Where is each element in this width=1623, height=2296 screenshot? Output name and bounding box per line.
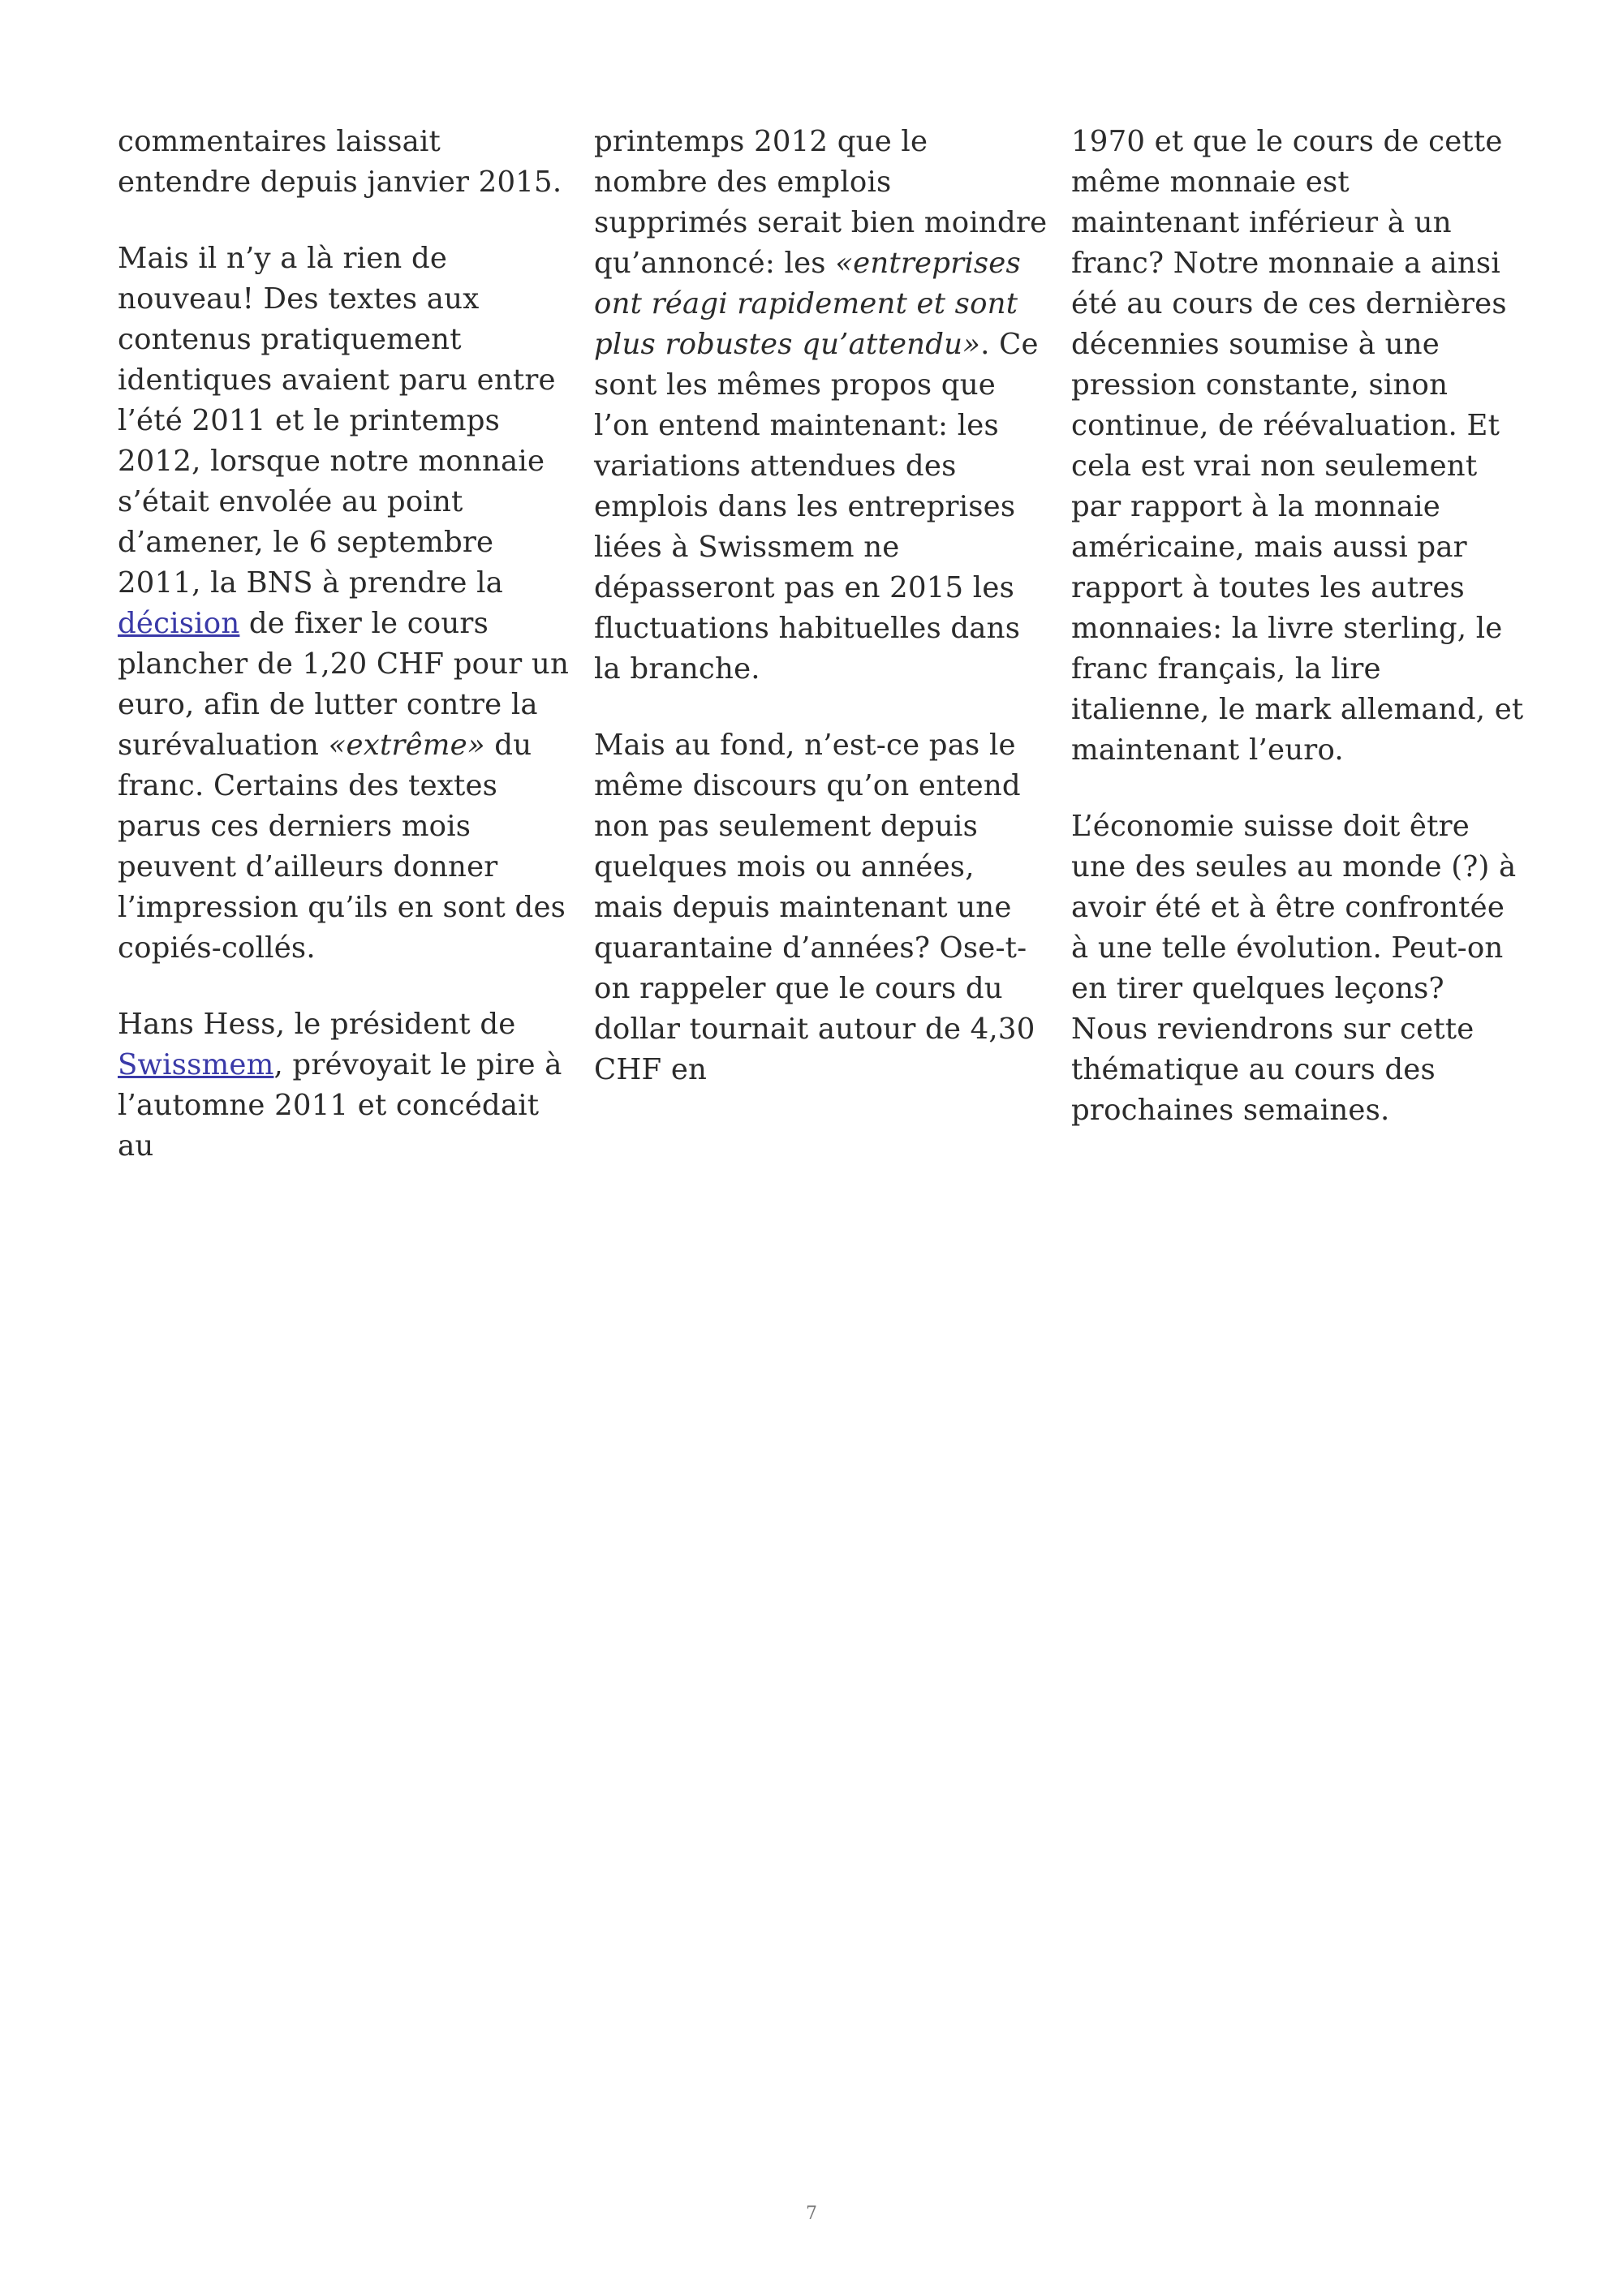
text-column-1	[118, 122, 572, 1202]
paragraph: Mais au fond, n’est-ce pas le même discours qu’on entend non pas seulement depuis quelques mois ou années, mais depuis maintenant une quarantaine d’années? Ose-t-on rappeler que le cours du dollar tournait autour de 4,30 CHF en	[594, 729, 1035, 1086]
paragraph: commentaires laissait entendre depuis janvier 2015.	[118, 125, 562, 199]
page-number: 7	[806, 2204, 817, 2224]
paragraph: Hans Hess, le président de Swissmem, prévoyait le pire à l’automne 2011 et concédait au	[118, 1008, 562, 1163]
decision-link[interactable]: décision	[118, 607, 240, 640]
quote-emphasis: «entreprises ont réagi rapidement et sont plus robustes qu’attendu»	[594, 247, 1021, 361]
paragraph: L’économie suisse doit être une des seules au monde (?) à avoir été et à être confrontée à une telle évolution. Peut-on en tirer quelques leçons? Nous reviendrons sur cette thématique au cours des prochaines semaines.	[1071, 810, 1517, 1127]
paragraph: Mais il n’y a là rien de nouveau! Des textes aux contenus pratiquement identiques avaient paru entre l’été 2011 et le printemps 2012, lorsque notre monnaie s’était envolée au point d’amener, le 6 septembre 2011, la BNS à prendre la décision de fixer le cours plancher de 1,20 CHF pour un euro, afin de lutter contre la surévaluation «extrême» du franc. Certains des textes parus ces derniers mois peuvent d’ailleurs donner l’impression qu’ils en sont des copiés-collés.	[118, 242, 570, 965]
paragraph: printemps 2012 que le nombre des emplois supprimés serait bien moindre qu’annoncé: les «entreprises ont réagi rapidement et sont plus robustes qu’attendu». Ce sont les mêmes propos que l’on entend maintenant: les variations attendues des emplois dans les entreprises liées à Swissmem ne dépasseront pas en 2015 les fluctuations habituelles dans la branche.	[594, 125, 1048, 686]
emphasis: «extrême»	[328, 729, 485, 762]
text-column-2	[594, 122, 1048, 1126]
text-column-3	[1071, 122, 1526, 1167]
paragraph: 1970 et que le cours de cette même monnaie est maintenant inférieur à un franc? Notre monnaie a ainsi été au cours de ces dernières décennies soumise à une pression constante, sinon continue, de réévaluation. Et cela est vrai non seulement par rapport à la monnaie américaine, mais aussi par rapport à toutes les autres monnaies: la livre sterling, le franc français, la lire italienne, le mark allemand, et maintenant l’euro.	[1071, 125, 1524, 767]
swissmem-link[interactable]: Swissmem	[118, 1048, 274, 1081]
